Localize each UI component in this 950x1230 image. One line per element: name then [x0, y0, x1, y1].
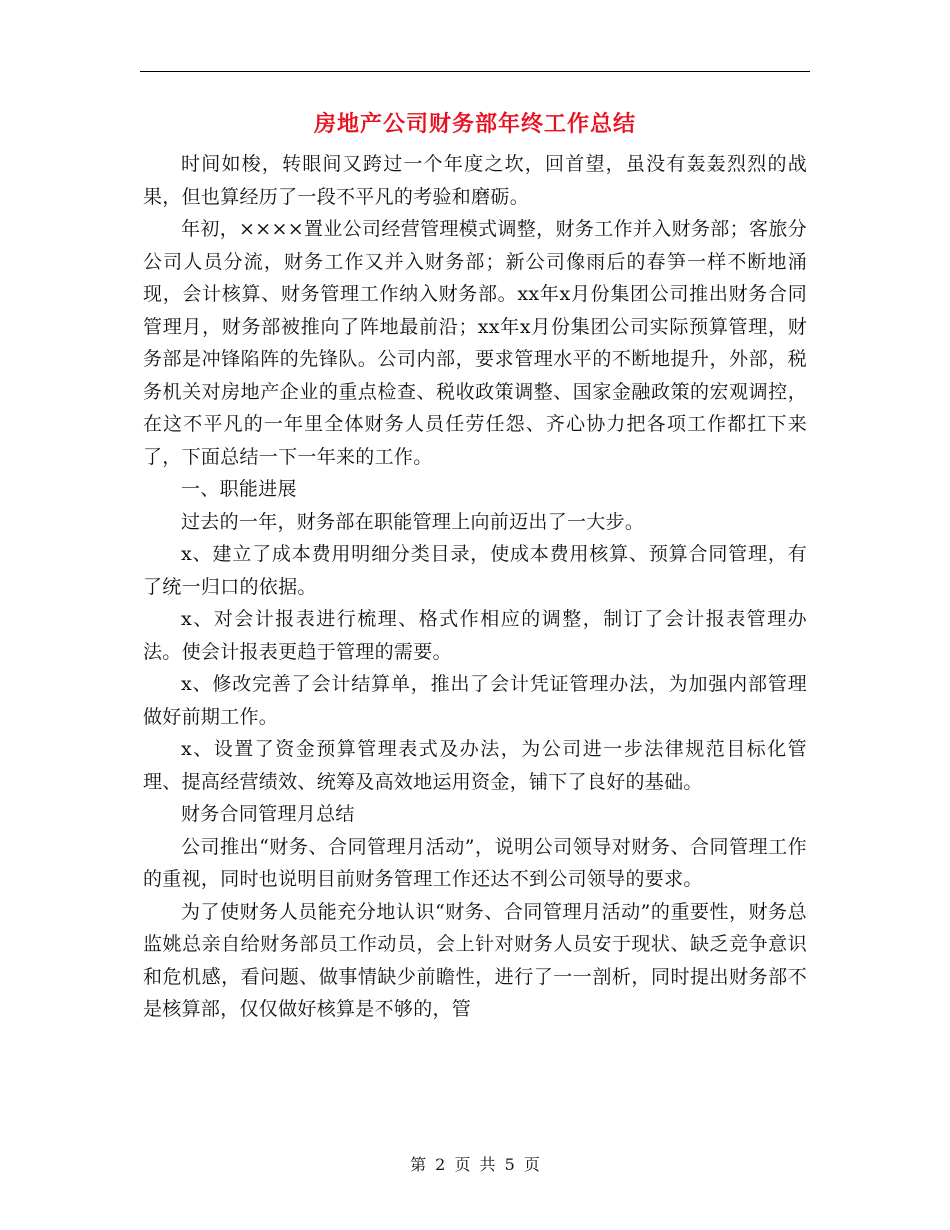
paragraph-intro: 时间如梭，转眼间又跨过一个年度之坎，回首望，虽没有轰轰烈烈的战果，但也算经历了一段不平凡的考验和磨砺。 [143, 153, 807, 208]
header-rule [140, 71, 810, 72]
paragraph-mobilization: 为了使财务人员能充分地认识“财务、合同管理月活动”的重要性，财务总监姚总亲自给财务部员工作动员，会上针对财务人员安于现状、缺乏竞争意识和危机感，看问题、做事情缺少前瞻性，进行了一一剖析，同时提出财务部不是核算部，仅仅做好核算是不够的，管 [143, 900, 807, 1020]
paragraph-background: 年初，××××置业公司经营管理模式调整，财务工作并入财务部；客旅分公司人员分流，财务工作又并入财务部；新公司像雨后的春笋一样不断地涌现，会计核算、财务管理工作纳入财务部。xx年x月份集团公司推出财务合同管理月，财务部被推向了阵地最前沿；xx年x月份集团公司实际预算管理，财务部是冲锋陷阵的先锋队。公司内部，要求管理水平的不断地提升，外部，税务机关对房地产企业的重点检查、税收政策调整、国家金融政策的宏观调控，在这不平凡的一年里全体财务人员任劳任怨、齐心协力把各项工作都扛下来了，下面总结一下一年来的工作。 [143, 218, 807, 468]
document-body [143, 148, 807, 1026]
list-item-settlement-sheet: x、修改完善了会计结算单，推出了会计凭证管理办法，为加强内部管理做好前期工作。 [143, 673, 807, 728]
section-heading-functions: 一、职能进展 [181, 478, 297, 500]
page-number-footer: 第 2 页 共 5 页 [410, 1155, 540, 1174]
document-title: 房地产公司财务部年终工作总结 [313, 111, 636, 137]
list-item-cost-catalog: x、建立了成本费用明细分类目录，使成本费用核算、预算合同管理，有了统一归口的依据。 [143, 543, 807, 598]
paragraph-functions-summary: 过去的一年，财务部在职能管理上向前迈出了一大步。 [181, 510, 645, 533]
list-item-report-management: x、对会计报表进行梳理、格式作相应的调整，制订了会计报表管理办法。使会计报表更趋于管理的需要。 [143, 608, 807, 663]
section-heading-contract-month: 财务合同管理月总结 [181, 803, 355, 825]
paragraph-contract-month: 公司推出“财务、合同管理月活动”，说明公司领导对财务、合同管理工作的重视，同时也说明目前财务管理工作还达不到公司领导的要求。 [143, 835, 807, 890]
list-item-budget-management: x、设置了资金预算管理表式及办法，为公司进一步法律规范目标化管理、提高经营绩效、统筹及高效地运用资金，铺下了良好的基础。 [143, 738, 807, 793]
